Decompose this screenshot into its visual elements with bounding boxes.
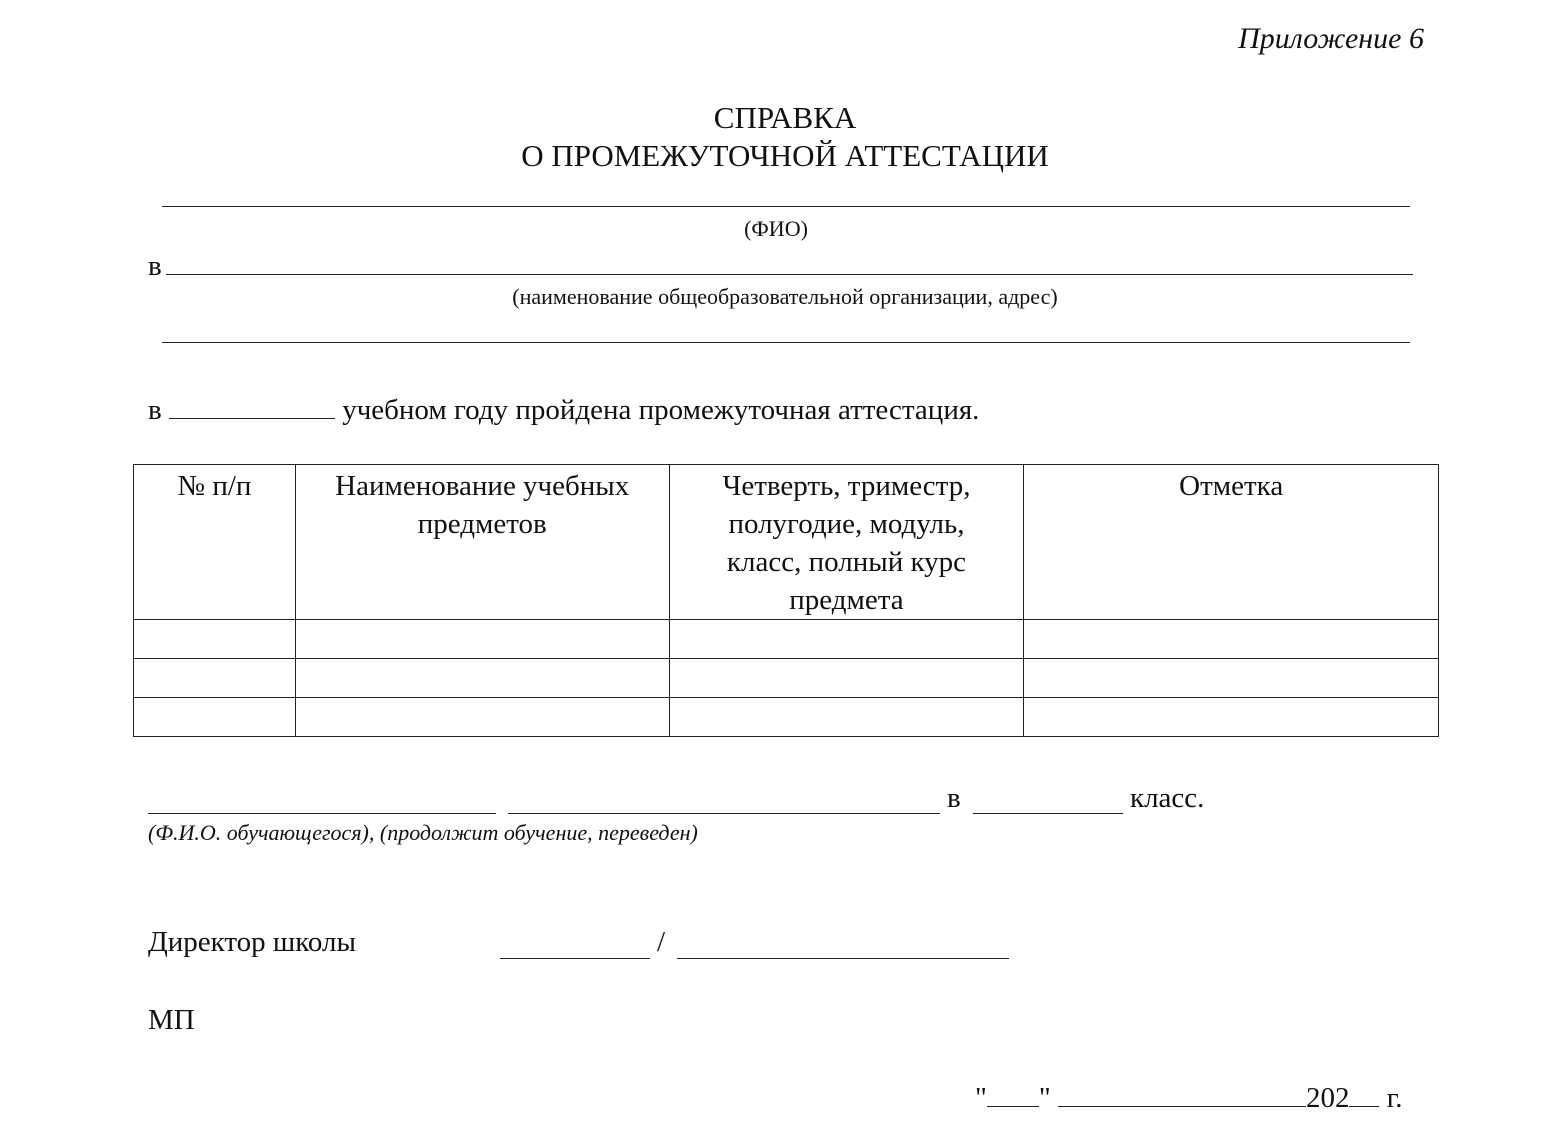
result-in: в xyxy=(947,782,961,814)
year-field[interactable] xyxy=(169,392,335,419)
table-cell[interactable] xyxy=(669,620,1024,659)
org-prefix: в xyxy=(148,250,162,282)
table-cell[interactable] xyxy=(669,659,1024,698)
header-period: Четверть, триместр, полугодие, модуль, класс, полный курс предмета xyxy=(669,465,1024,620)
day-field[interactable] xyxy=(987,1080,1039,1107)
date-line xyxy=(975,1080,1403,1115)
header-grade: Отметка xyxy=(1024,465,1439,620)
document-subtitle: О ПРОМЕЖУТОЧНОЙ АТТЕСТАЦИИ xyxy=(521,138,1049,173)
date-close-quote: " xyxy=(1038,1082,1051,1114)
org-line-2[interactable] xyxy=(162,342,1410,343)
table-cell[interactable] xyxy=(669,698,1024,737)
result-class: класс. xyxy=(1130,782,1205,814)
attestation-table xyxy=(133,464,1439,737)
signature-separator: / xyxy=(657,926,666,958)
table-header-row xyxy=(134,465,1439,620)
date-open-quote: " xyxy=(975,1082,987,1114)
year-digits-field[interactable] xyxy=(1349,1080,1379,1107)
document-title: СПРАВКА xyxy=(713,100,857,135)
student-name-line[interactable] xyxy=(148,813,496,814)
director-label: Директор школы xyxy=(148,926,356,958)
table-cell[interactable] xyxy=(295,698,669,737)
year-prefix: в xyxy=(148,394,162,426)
director-name-line[interactable] xyxy=(677,958,1009,959)
table-cell[interactable] xyxy=(1024,620,1439,659)
table-row xyxy=(134,659,1439,698)
org-line[interactable] xyxy=(166,274,1413,275)
year-sentence xyxy=(148,392,979,427)
table-cell[interactable] xyxy=(295,659,669,698)
table-cell[interactable] xyxy=(1024,698,1439,737)
date-suffix: г. xyxy=(1386,1082,1403,1114)
table-cell[interactable] xyxy=(134,659,296,698)
date-year: 202 xyxy=(1305,1082,1350,1114)
table-cell[interactable] xyxy=(134,620,296,659)
table-cell[interactable] xyxy=(134,698,296,737)
fio-caption: (ФИО) xyxy=(744,216,808,241)
result-caption: (Ф.И.О. обучающегося), (продолжит обучение, переведен) xyxy=(148,820,698,845)
stamp-label: МП xyxy=(148,1004,195,1036)
signature-line[interactable] xyxy=(500,958,650,959)
table-row xyxy=(134,698,1439,737)
month-field[interactable] xyxy=(1058,1080,1306,1107)
header-number: № п/п xyxy=(134,465,296,620)
header-subjects: Наименование учебных предметов xyxy=(295,465,669,620)
table-cell[interactable] xyxy=(295,620,669,659)
class-line[interactable] xyxy=(973,813,1123,814)
fio-line[interactable] xyxy=(162,206,1410,207)
org-caption: (наименование общеобразовательной организации, адрес) xyxy=(512,284,1058,309)
table-row xyxy=(134,620,1439,659)
decision-line[interactable] xyxy=(508,813,940,814)
appendix-label: Приложение 6 xyxy=(1238,22,1424,55)
year-suffix: учебном году пройдена промежуточная аттестация. xyxy=(342,394,980,426)
table-cell[interactable] xyxy=(1024,659,1439,698)
